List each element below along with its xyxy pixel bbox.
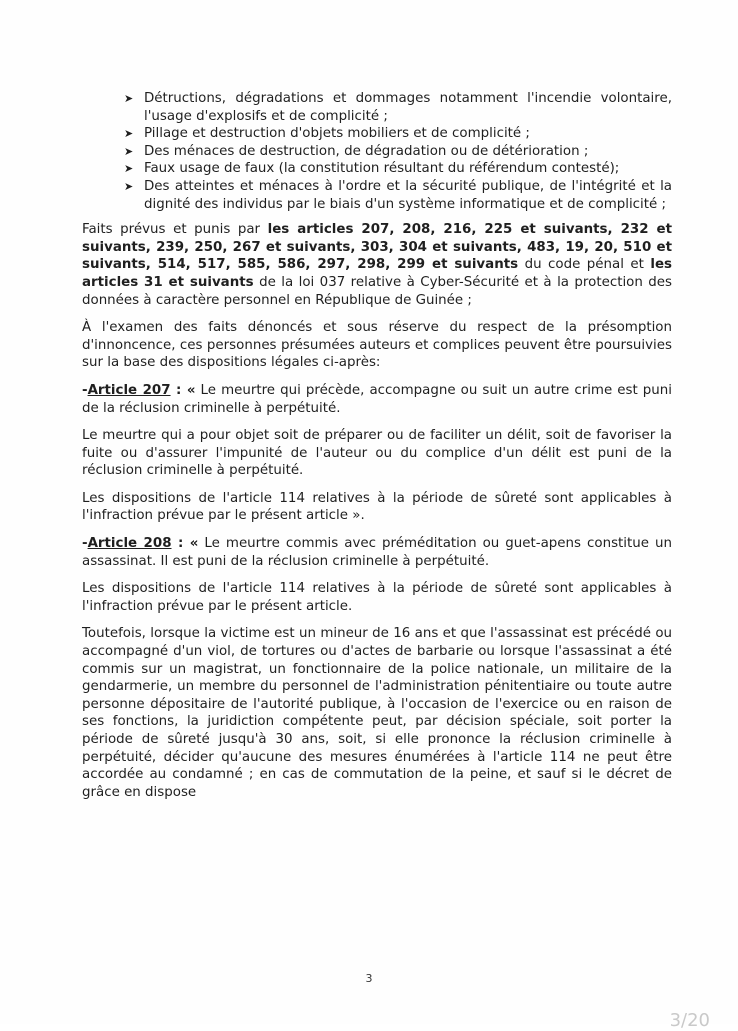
page-number: 3 [365, 972, 373, 985]
list-item-text: Faux usage de faux (la constitution résultant du référendum contesté); [144, 161, 620, 177]
faits-end: de la loi 037 relative à Cyber-Sécurité et à la protection des données à caractère personnel en République de Guinée ; [82, 274, 672, 308]
document-body [82, 90, 672, 811]
article-208-sep: : « [171, 536, 199, 552]
article-208-p3: Toutefois, lorsque la victime est un mineur de 16 ans et que l'assassinat est précédé ou accompagné d'un viol, de tortures ou d'actes de barbarie ou lorsque l'assassinat a été commis sur un magistrat, un fonctionnaire de la police nationale, un militaire de la gendarmerie, un membre du personnel de l'administration pénitentiaire ou toute autre personne dépositaire de l'autorité publique, à l'occasion de l'exercice ou en raison de ses fonctions, la juridiction compétente peut, par décision spéciale, soit porter la période de sûreté jusqu'à 30 ans, soit, si elle prononce la réclusion criminelle à perpétuité, décider qu'aucune des mesures énumérées à l'article 114 ne peut être accordée au condamné ; en cas de commutation de la peine, et sauf si le décret de grâce en dispose [82, 626, 672, 800]
list-item [122, 160, 672, 178]
list-item [122, 143, 672, 161]
arrow-bullet-icon: ➤ [124, 92, 134, 105]
article-207-text: Le meurtre qui précède, accompagne ou suit un autre crime est puni de la réclusion criminelle à perpétuité. [82, 382, 672, 416]
article-208-p2: Les dispositions de l'article 114 relatives à la période de sûreté sont applicables à l'infraction prévue par le présent article. [82, 581, 672, 614]
faits-mid: du code pénal et [518, 257, 651, 273]
article-208-label: Article 208 [87, 536, 172, 552]
faits-intro: Faits prévus et punis par [82, 222, 268, 238]
list-item [122, 125, 672, 143]
loi-articles: les articles 31 et suivants [82, 257, 673, 290]
arrow-bullet-icon: ➤ [124, 162, 134, 176]
arrow-bullet-icon: ➤ [124, 179, 134, 193]
article-207-label: Article 207 [87, 382, 171, 398]
article-207-prefix: - [82, 382, 88, 398]
article-208-prefix: - [82, 536, 88, 552]
offense-list [122, 90, 672, 213]
list-item-text: Des ménaces de destruction, de dégradation ou de détérioration ; [144, 143, 589, 159]
article-207-p3: Les dispositions de l'article 114 relatives à la période de sûreté sont applicables à l'infraction prévue par le présent article ». [82, 490, 672, 524]
article-208-paragraph [82, 535, 672, 570]
article-207-p2: Le meurtre qui a pour objet soit de préparer ou de faciliter un délit, soit de favoriser la fuite ou d'assurer l'impunité de l'auteur ou du complice d'un délit est puni de la réclusion criminelle à perpétuité. [82, 428, 672, 479]
code-articles: les articles 207, 208, 216, 225 et suivants, 232 et suivants, 239, 250, 267 et suivants, 303, 304 et suivants, 483, 19, 20, 510 et suivants, 514, 517, 585, 586, 297, 298, 299 et suivants [82, 222, 672, 273]
article-208-text: Le meurtre commis avec préméditation ou guet-apens constitue un assassinat. Il est puni de la réclusion criminelle à perpétuité. [82, 536, 672, 569]
page-counter: 3/20 [669, 1010, 710, 1031]
list-item-text: Pillage et destruction d'objets mobiliers et de complicité ; [144, 126, 530, 142]
arrow-bullet-icon: ➤ [124, 144, 134, 158]
arrow-bullet-icon: ➤ [124, 127, 134, 141]
list-item [122, 90, 672, 125]
list-item-text: Des atteintes et ménaces à l'ordre et la sécurité publique, de l'intégrité et la dignité des individus par le biais d'un système informatique et de complicité ; [144, 178, 672, 212]
article-207-sep: : « [170, 382, 196, 398]
list-item-text: Détructions, dégradations et dommages notamment l'incendie volontaire, l'usage d'explosifs et de complicité ; [144, 91, 672, 124]
list-item [122, 178, 672, 213]
faits-paragraph [82, 221, 672, 309]
article-207-paragraph [82, 382, 672, 417]
examen-paragraph: À l'examen des faits dénoncés et sous réserve du respect de la présomption d'innoncence, ces personnes présumées auteurs et complices peuvent être poursuivies sur la base des dispositions légales ci-après: [82, 320, 672, 371]
